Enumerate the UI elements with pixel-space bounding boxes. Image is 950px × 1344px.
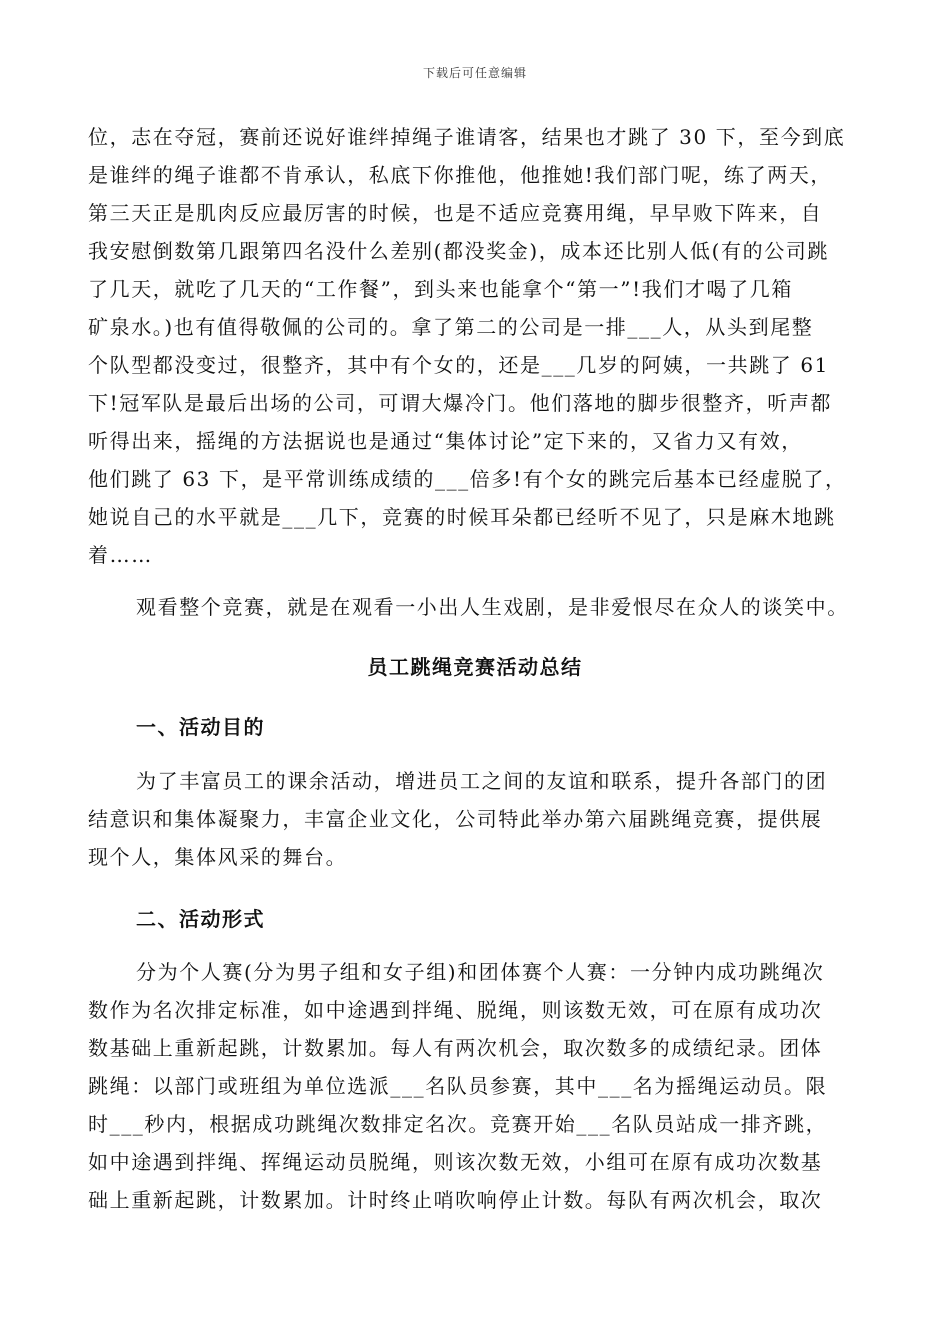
paragraph-line: 下!冠军队是最后出场的公司，可谓大爆冷门。他们落地的脚步很整齐，听声都: [88, 391, 833, 415]
paragraph-line: 观看整个竞赛，就是在观看一小出人生戏剧，是非爱恨尽在众人的谈笑中。: [136, 595, 849, 619]
paragraph-line: 听得出来，摇绳的方法据说也是通过“集体讨论”定下来的，又省力又有效，: [88, 429, 803, 453]
paragraph-line: 分为个人赛(分为男子组和女子组)和团体赛个人赛：一分钟内成功跳绳次: [136, 960, 825, 984]
paragraph-line: 她说自己的水平就是___几下，竞赛的时候耳朵都已经听不见了，只是麻木地跳: [88, 505, 836, 529]
paragraph-line: 数作为名次排定标准，如中途遇到拌绳、脱绳，则该数无效，可在原有成功次: [88, 998, 823, 1022]
paragraph-line: 个队型都没变过，很整齐，其中有个女的，还是___几岁的阿姨，一共跳了 61: [88, 353, 830, 377]
document-title: 员工跳绳竞赛活动总结: [367, 655, 583, 679]
paragraph-line: 数基础上重新起跳，计数累加。每人有两次机会，取次数多的成绩纪录。团体: [88, 1036, 823, 1060]
paragraph-line: 着……: [88, 543, 153, 567]
paragraph-line: 第三天正是肌肉反应最厉害的时候，也是不适应竞赛用绳，早早败下阵来，自: [88, 201, 823, 225]
paragraph-line: 位，志在夺冠，赛前还说好谁绊掉绳子谁请客，结果也才跳了 30 下，至今到底: [88, 125, 846, 149]
paragraph-line: 是谁绊的绳子谁都不肯承认，私底下你推他，他推她!我们部门呢，练了两天，: [88, 163, 833, 187]
paragraph-line: 如中途遇到拌绳、挥绳运动员脱绳，则该次数无效，小组可在原有成功次数基: [88, 1150, 823, 1174]
paragraph-line: 了几天，就吃了几天的“工作餐”，到头来也能拿个“第一”!我们才喝了几箱: [88, 277, 793, 301]
paragraph-line: 时___秒内，根据成功跳绳次数排定名次。竞赛开始___名队员站成一排齐跳，: [88, 1112, 828, 1136]
paragraph-line: 现个人，集体风采的舞台。: [88, 845, 348, 869]
paragraph-line: 为了丰富员工的课余活动，增进员工之间的友谊和联系，提升各部门的团: [136, 769, 828, 793]
page-header: 下载后可任意编辑: [422, 66, 527, 80]
paragraph-line: 础上重新起跳，计数累加。计时终止哨吹响停止计数。每队有两次机会，取次: [88, 1188, 823, 1212]
paragraph-line: 我安慰倒数第几跟第四名没什么差别(都没奖金)，成本还比别人低(有的公司跳: [88, 239, 830, 263]
paragraph-line: 结意识和集体凝聚力，丰富企业文化，公司特此举办第六届跳绳竞赛，提供展: [88, 807, 823, 831]
paragraph-line: 跳绳：以部门或班组为单位选派___名队员参赛，其中___名为摇绳运动员。限: [88, 1074, 828, 1098]
section-heading-purpose: 一、活动目的: [136, 715, 265, 739]
paragraph-line: 他们跳了 63 下，是平常训练成绩的___倍多!有个女的跳完后基本已经虚脱了，: [88, 467, 847, 491]
paragraph-line: 矿泉水。)也有值得敬佩的公司的。拿了第二的公司是一排___人，从头到尾整: [88, 315, 814, 339]
section-heading-format: 二、活动形式: [136, 907, 265, 931]
